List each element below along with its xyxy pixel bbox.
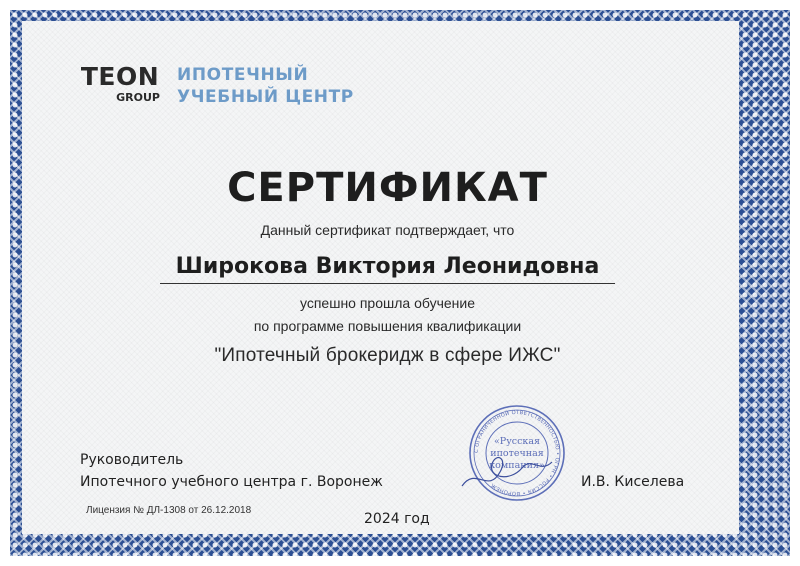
logo-subtitle-line2: УЧЕБНЫЙ ЦЕНТР: [177, 87, 354, 107]
stamp-center-line1: «Русская: [493, 436, 541, 447]
certificate-title: СЕРТИФИКАТ: [227, 165, 548, 211]
completion-text: успешно прошла обучение: [300, 295, 475, 311]
logo-group-text: GROUP: [116, 91, 160, 104]
stamp-ring-text: С ОГРАНИЧЕННОЙ ОТВЕТСТВЕННОСТЬЮ • ОГРН • РОССИЯ • ВОРОНЕЖ: [473, 409, 561, 497]
program-name: "Ипотечный брокеридж в сфере ИЖС": [214, 345, 561, 366]
signer-name: И.В. Киселева: [581, 474, 685, 490]
recipient-name: Широкова Виктория Леонидовна: [160, 254, 615, 284]
stamp-center-line2: ипотечная: [490, 448, 544, 459]
logo-subtitle-line1: ИПОТЕЧНЫЙ: [177, 65, 309, 85]
program-intro-text: по программе повышения квалификации: [253, 318, 522, 334]
head-title-line1: Руководитель: [80, 452, 184, 468]
confirm-text: Данный сертификат подтверждает, что: [260, 222, 515, 238]
license-text: Лицензия № ДЛ-1308 от 26.12.2018: [86, 505, 252, 516]
certificate-year: 2024 год: [364, 511, 430, 527]
head-title-line2: Ипотечного учебного центра г. Воронеж: [80, 474, 383, 490]
company-stamp: [452, 398, 582, 510]
stamp-center-line3: компания»: [489, 460, 545, 471]
logo-teon-text: TEON: [80, 62, 160, 91]
